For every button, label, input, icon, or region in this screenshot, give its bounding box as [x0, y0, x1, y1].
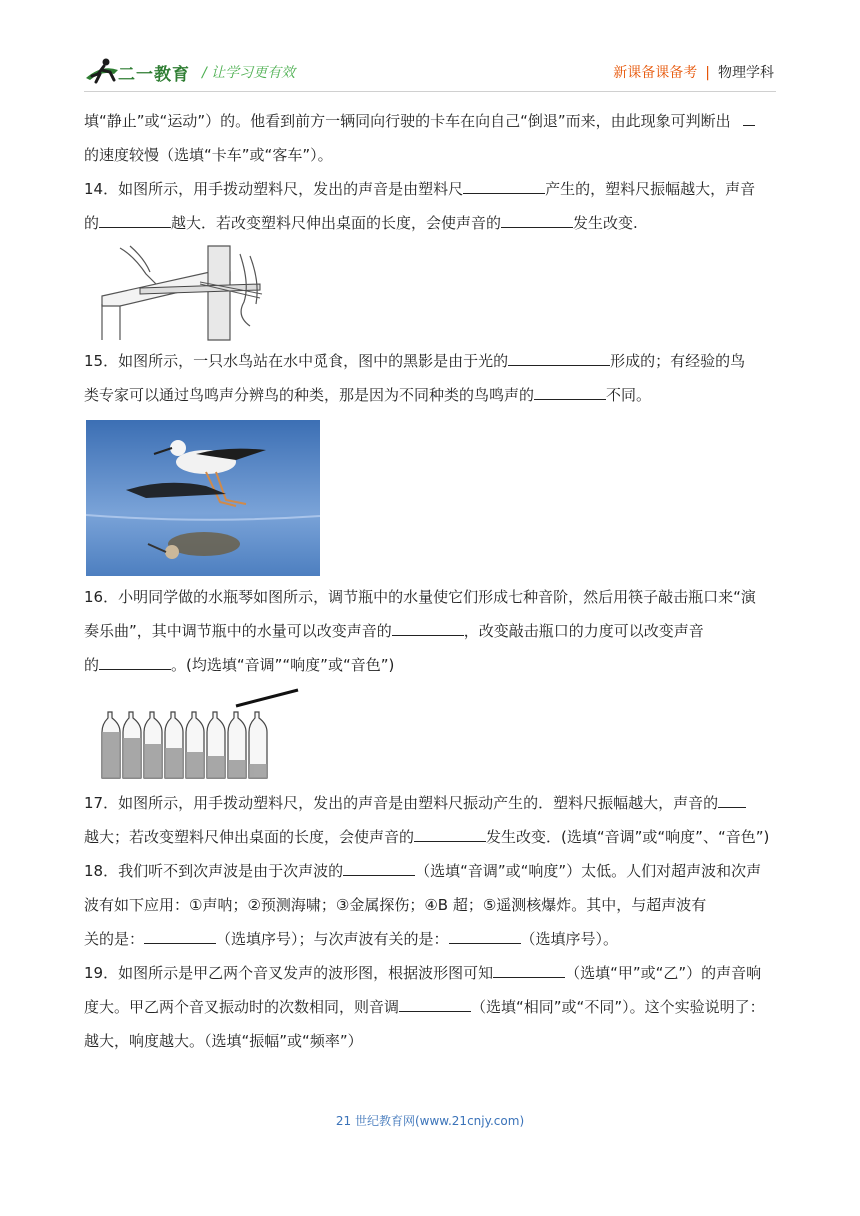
text-line: 越大；若改变塑料尺伸出桌面的长度，会使声音的: [84, 828, 415, 846]
q13-continuation: [84, 104, 780, 138]
answer-blank: [144, 925, 216, 944]
header-course-info: [613, 62, 774, 82]
answer-blank: [463, 175, 545, 194]
answer-blank: [534, 381, 606, 400]
text-line: [84, 378, 780, 412]
text-line: [84, 888, 780, 922]
logo-text: 二一教育: [118, 65, 190, 84]
text-line: 14．如图所示，用手拨动塑料尺，发出的声音是由塑料尺: [84, 180, 464, 198]
text-line: [84, 614, 780, 648]
answer-blank: [718, 789, 746, 808]
header-separator: |: [705, 65, 710, 81]
text-line: [84, 138, 780, 172]
answer-blank: [399, 993, 471, 1012]
text-line: 类专家可以通过鸟鸣声分辨鸟的种类，那是因为不同种类的鸟鸣声的: [84, 386, 535, 404]
question-17: [84, 786, 780, 820]
text-line: 的: [84, 656, 100, 674]
text-line: [84, 206, 780, 240]
answer-blank: [449, 925, 521, 944]
page-footer: [0, 1112, 860, 1129]
text-line: 奏乐曲”，其中调节瓶中的水量可以改变声音的: [84, 622, 392, 640]
bird-figure: [84, 412, 780, 580]
answer-blank: [414, 823, 486, 842]
answer-blank: [508, 347, 610, 366]
answer-blank: [343, 857, 415, 876]
text-line: 19．如图所示是甲乙两个音叉发声的波形图，根据波形图可知: [84, 964, 494, 982]
text-line: 17．如图所示，用手拨动塑料尺，发出的声音是由塑料尺振动产生的．塑料尺振幅越大，声音的: [84, 794, 719, 812]
text-line: （选填“相同”或“不同”）。这个实验说明了：: [471, 998, 765, 1016]
text-line: 填“静止”或“运动”）的。他看到前方一辆同向行驶的卡车在向自己“倒退”而来，由此现象可判断出: [84, 112, 731, 130]
text-line: 的速度较慢（选填“卡车”或“客车”）。: [84, 146, 333, 164]
text-line: 16．小明同学做的水瓶琴如图所示，调节瓶中的水量使它们形成七种音阶，然后用筷子敲击瓶口来“演: [84, 588, 756, 606]
answer-blank: [743, 107, 755, 126]
text-line: （选填序号）；与次声波有关的是：: [216, 930, 449, 948]
text-line: 越大．若改变塑料尺伸出桌面的长度，会使声音的: [171, 214, 502, 232]
text-line: ，改变敲击瓶口的力度可以改变声音: [463, 622, 704, 640]
water-bottles-image: [100, 688, 310, 784]
header-divider: [84, 91, 776, 92]
answer-blank: [99, 209, 171, 228]
ruler-figure: [84, 240, 780, 344]
text-line: 的: [84, 214, 100, 232]
question-18: [84, 854, 780, 888]
text-line: （选填“音调”或“响度”）太低。人们对超声波和次声: [415, 862, 762, 880]
page-header: [0, 0, 860, 95]
text-line: 度大。甲乙两个音叉振动时的次数相同，则音调: [84, 998, 400, 1016]
question-16: [84, 580, 780, 614]
question-15: [84, 344, 780, 378]
water-bird-image: [86, 420, 320, 576]
text-line: 18．我们听不到次声波是由于次声波的: [84, 862, 344, 880]
text-line: 发生改变.: [573, 214, 638, 232]
slogan: / 让学习更有效: [202, 65, 296, 81]
text-line: [84, 820, 780, 854]
answer-blank: [99, 651, 171, 670]
text-line: [84, 648, 780, 682]
answer-blank: [493, 959, 565, 978]
text-line: 产生的，塑料尺振幅越大，声音: [545, 180, 756, 198]
text-line: [84, 990, 780, 1024]
text-line: 关的是：: [84, 930, 145, 948]
text-line: 波有如下应用：①声呐；②预测海啸；③金属探伤；④B 超；⑤遥测核爆炸。其中，与超声波有: [84, 896, 707, 914]
answer-blank: [392, 617, 464, 636]
text-line: （选填序号）。: [520, 930, 619, 948]
question-19: [84, 956, 780, 990]
text-line: [84, 922, 780, 956]
answer-blank: [501, 209, 573, 228]
document-body: [84, 104, 780, 1058]
text-line: （选填“甲”或“乙”）的声音响: [565, 964, 762, 982]
text-line: 形成的；有经验的鸟: [610, 352, 746, 370]
text-line: 发生改变．(选填“音调”或“响度”、“音色”): [486, 828, 770, 846]
text-line: 越大，响度越大。（选填“振幅”或“频率”）: [84, 1032, 363, 1050]
text-line: [84, 1024, 780, 1058]
text-line: 。(均选填“音调”“响度”或“音色”): [171, 656, 395, 674]
ruler-on-table-image: [100, 244, 270, 344]
text-line: 不同。: [606, 386, 652, 404]
question-14: [84, 172, 780, 206]
footer-link[interactable]: 21 世纪教育网(www.21cnjy.com): [335, 1114, 525, 1128]
subject-label: 物理学科: [718, 65, 774, 81]
course-label: 新课备课备考: [613, 65, 698, 81]
text-line: 15．如图所示，一只水鸟站在水中觅食，图中的黑影是由于光的: [84, 352, 509, 370]
bottles-figure: [84, 682, 780, 786]
